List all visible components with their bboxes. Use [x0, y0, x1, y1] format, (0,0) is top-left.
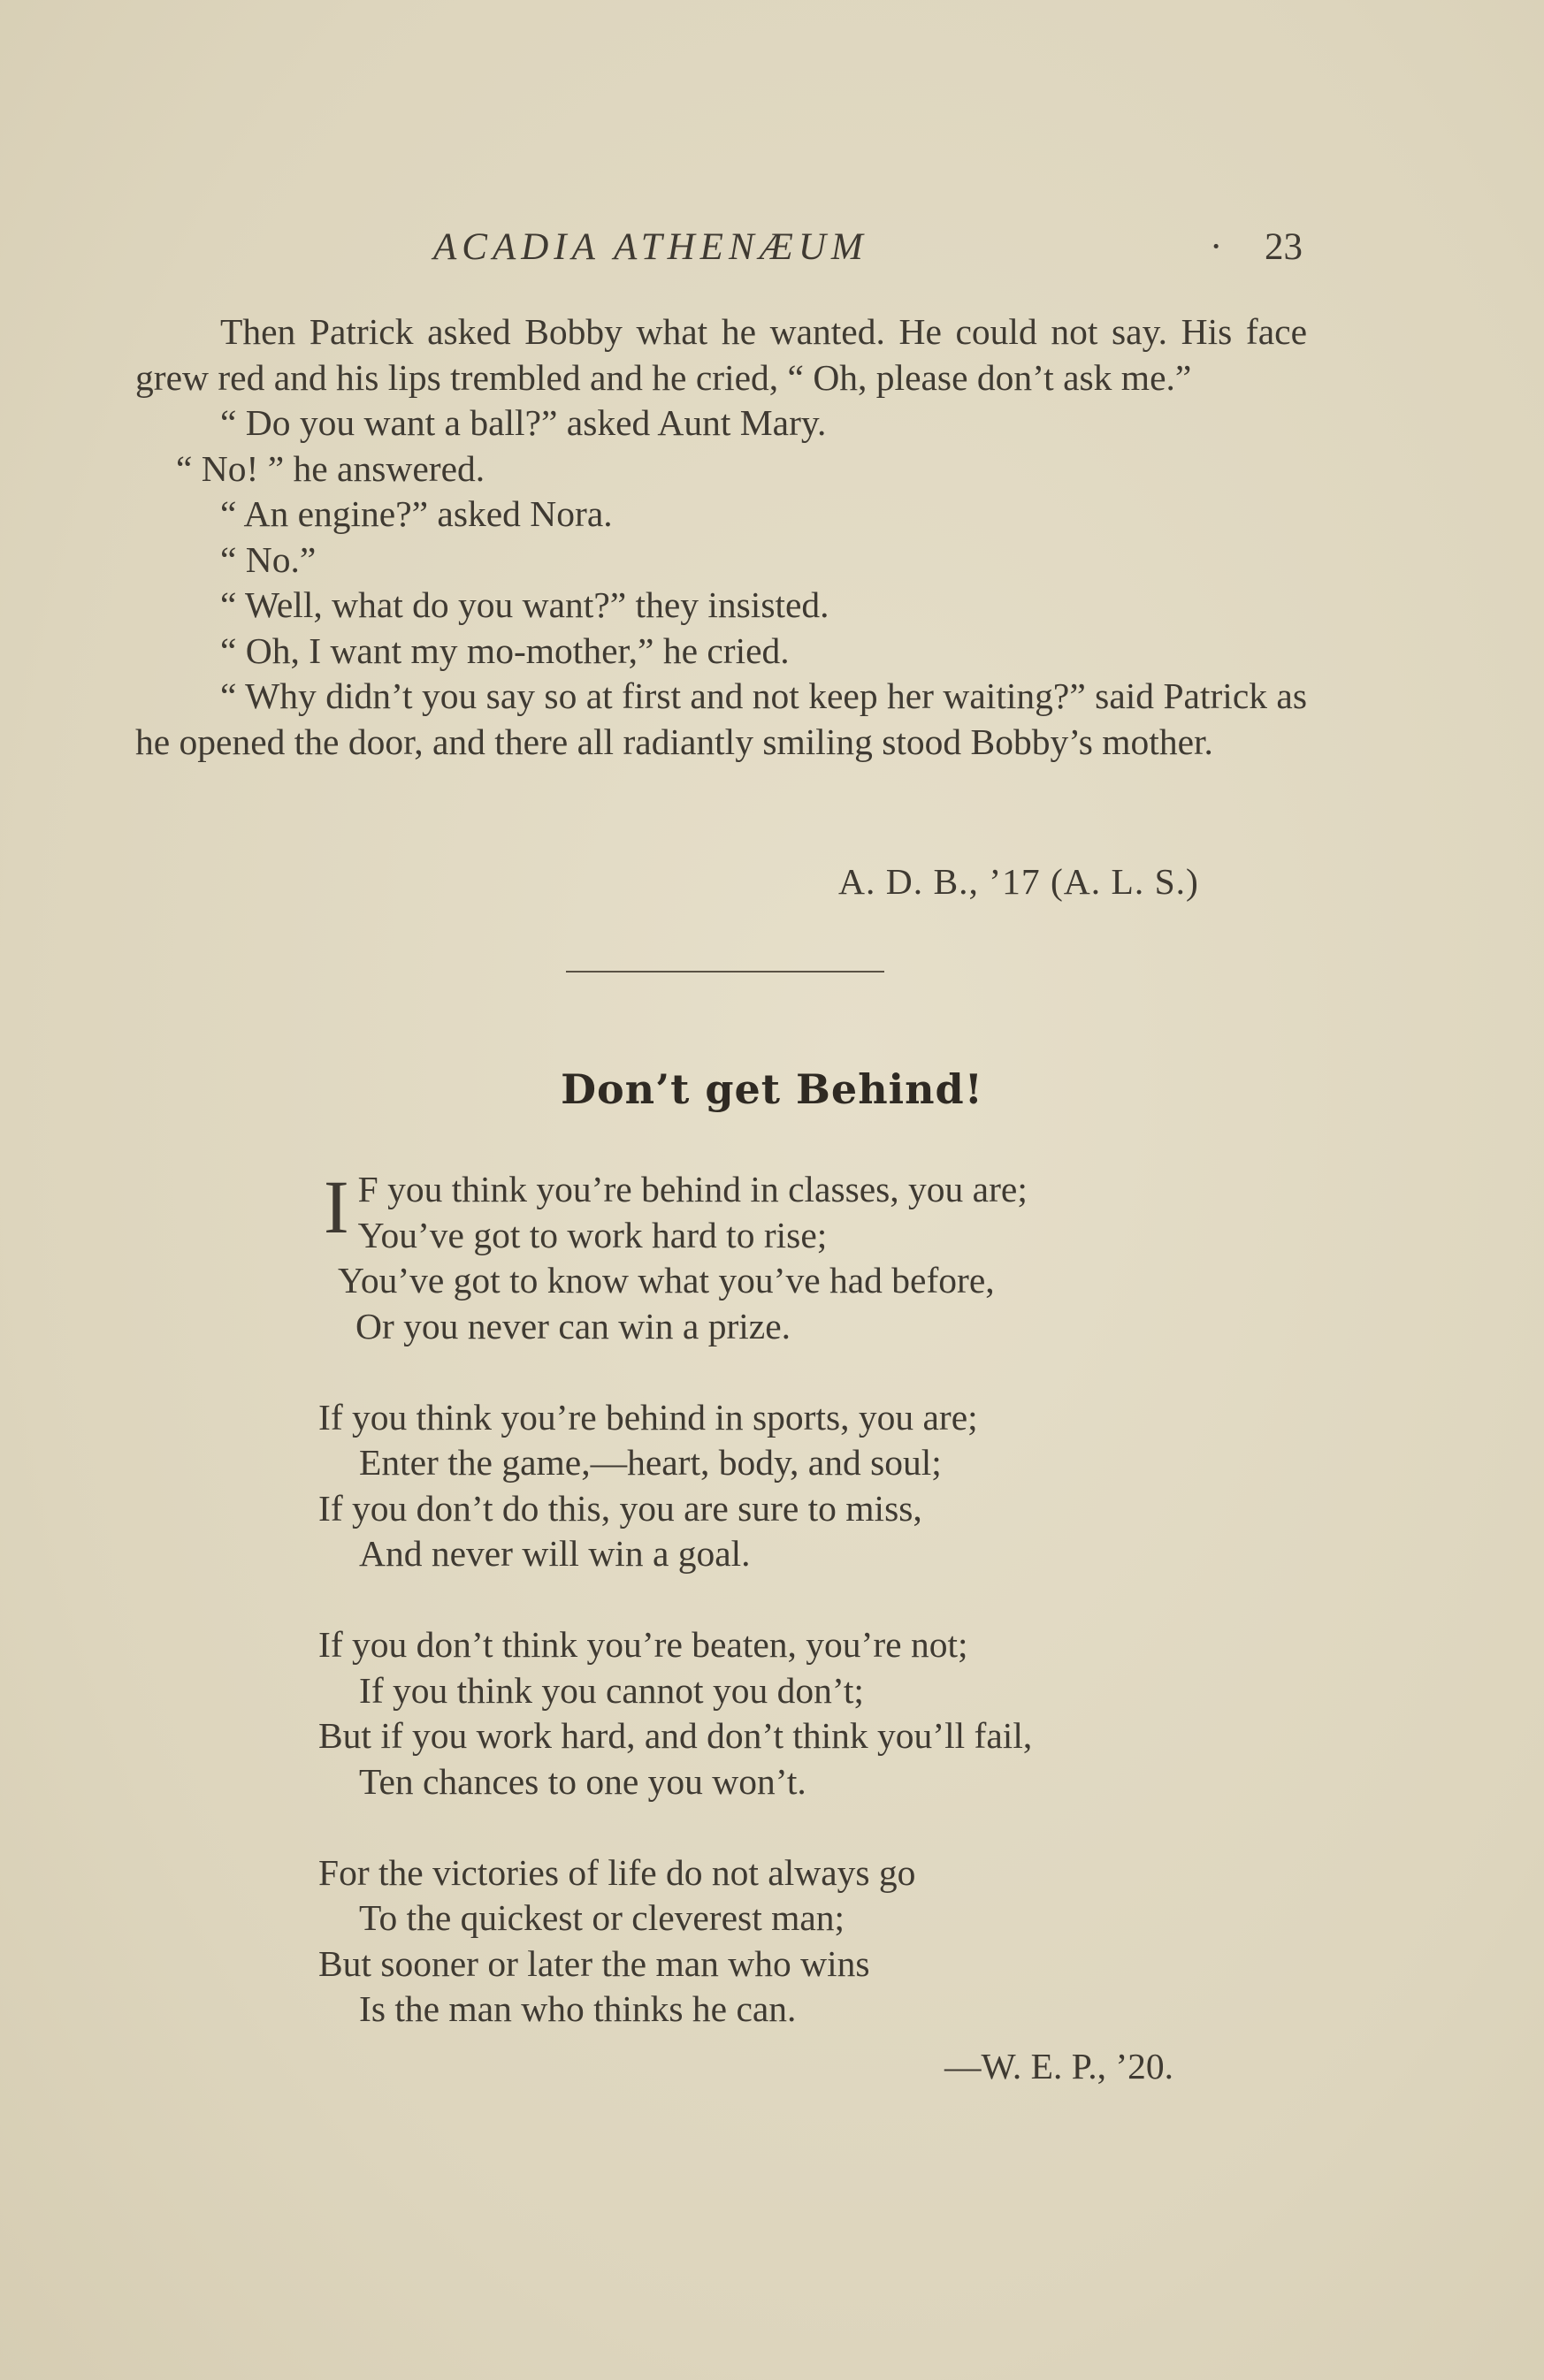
story-paragraph: Then Patrick asked Bobby what he wanted. He could not say. His face grew red and his lips trembled and he cried, “ Oh, please don’t ask me.”: [135, 311, 1307, 398]
poem-line: If you think you’re behind in sports, you are;: [318, 1396, 978, 1438]
section-divider: [566, 971, 884, 973]
poem-stanza: [318, 1164, 1203, 1349]
poem-stanza: [318, 1850, 1203, 2033]
drop-cap: I: [324, 1164, 349, 1249]
poem-line: Enter the game,—heart, body, and soul;: [359, 1442, 942, 1483]
story-paragraph: “ Well, what do you want?” they insisted.: [220, 584, 829, 625]
story-signature: A. D. B., ’17 (A. L. S.): [838, 861, 1199, 902]
story-paragraph: “ An engine?” asked Nora.: [220, 493, 613, 534]
poem-stanza: [318, 1395, 1203, 1577]
running-title: ACADIA ATHENÆUM: [433, 226, 868, 268]
story-paragraph: “ No.”: [220, 538, 317, 580]
story-paragraph: “ No! ” he answered.: [176, 447, 485, 489]
poem-title: Don’t get Behind!: [561, 1065, 983, 1113]
poem-stanza: [318, 1622, 1203, 1804]
story-paragraph: “ Why didn’t you say so at first and not keep her waiting?” said Patrick as he opened the door, and there all radiantly smiling stood Bobby’s mother.: [135, 675, 1307, 762]
poem-line: And never will win a goal.: [359, 1533, 751, 1574]
poem: [318, 1164, 1203, 2078]
page-number: 23: [1265, 226, 1303, 268]
running-head: [0, 225, 1544, 278]
poem-line: Or you never can win a prize.: [355, 1305, 791, 1346]
poem-line: F you think you’re behind in classes, you are;: [357, 1169, 1028, 1209]
poem-line: But sooner or later the man who wins: [318, 1942, 870, 1984]
poem-signature: —W. E. P., ’20.: [944, 2046, 1174, 2086]
poem-line: To the quickest or cleverest man;: [359, 1897, 845, 1938]
poem-line: You’ve got to work hard to rise;: [357, 1214, 828, 1255]
poem-line: For the victories of life do not always go: [318, 1851, 916, 1893]
story-paragraph: “ Do you want a ball?” asked Aunt Mary.: [220, 402, 827, 443]
running-head-dot: ·: [1210, 226, 1223, 268]
poem-line: But if you work hard, and don’t think you’ll fail,: [318, 1715, 1033, 1756]
poem-line: If you don’t do this, you are sure to miss,: [318, 1487, 922, 1529]
story-text: [135, 309, 1307, 765]
story-paragraph: “ Oh, I want my mo-mother,” he cried.: [220, 629, 790, 671]
poem-line: Ten chances to one you won’t.: [359, 1760, 806, 1802]
poem-line: If you think you cannot you don’t;: [359, 1669, 864, 1711]
poem-line: You’ve got to know what you’ve had before,: [338, 1260, 995, 1301]
poem-line: Is the man who thinks he can.: [359, 1988, 797, 2029]
poem-line: If you don’t think you’re beaten, you’re not;: [318, 1624, 968, 1665]
